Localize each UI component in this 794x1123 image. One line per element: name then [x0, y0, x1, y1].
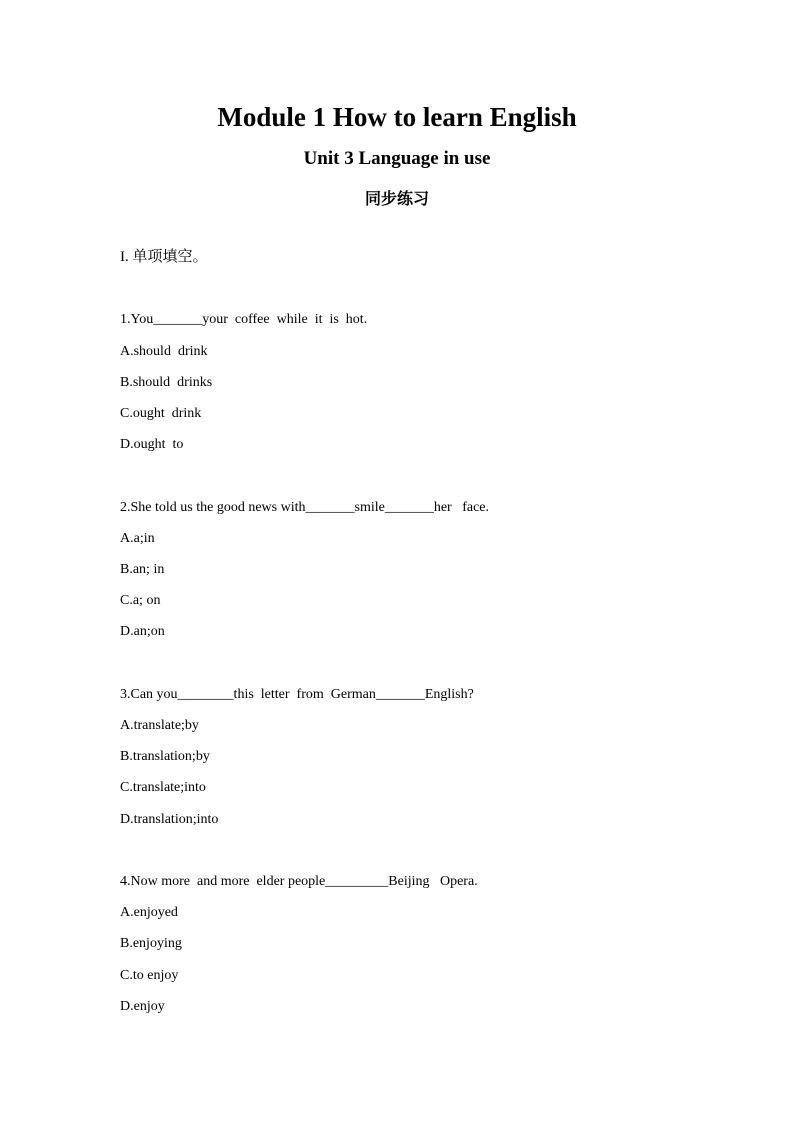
unit-title: Unit 3 Language in use: [303, 148, 491, 169]
question-3-option-a: A.translate;by: [120, 718, 199, 733]
question-4-option-b: B.enjoying: [120, 936, 182, 951]
question-4-stem: 4.Now more and more elder people_________Beijing Opera.: [120, 874, 478, 889]
question-2-stem: 2.She told us the good news with_______smile_______her face.: [120, 500, 490, 515]
question-1-option-c: C.ought drink: [120, 406, 202, 421]
question-2-option-b: B.an; in: [120, 562, 165, 577]
question-1-option-d: D.ought to: [120, 437, 184, 452]
question-3-option-d: D.translation;into: [120, 812, 219, 827]
question-4-option-c: C.to enjoy: [120, 968, 179, 983]
question-1-option-a: A.should drink: [120, 344, 208, 359]
page-title: Module 1 How to learn English: [217, 102, 577, 132]
question-4-option-a: A.enjoyed: [120, 905, 178, 920]
question-3-stem: 3.Can you________this letter from German_______English?: [120, 687, 474, 702]
question-2-option-c: C.a; on: [120, 593, 161, 608]
question-2-option-d: D.an;on: [120, 624, 165, 639]
exercise-subtitle: 同步练习: [364, 191, 429, 208]
question-1-stem: 1.You_______your coffee while it is hot.: [120, 312, 368, 327]
question-3-option-b: B.translation;by: [120, 749, 210, 764]
section-heading: I. 单项填空。: [120, 249, 208, 265]
question-1-option-b: B.should drinks: [120, 375, 213, 390]
question-4-option-d: D.enjoy: [120, 999, 165, 1014]
question-3-option-c: C.translate;into: [120, 780, 206, 795]
question-2-option-a: A.a;in: [120, 531, 155, 546]
